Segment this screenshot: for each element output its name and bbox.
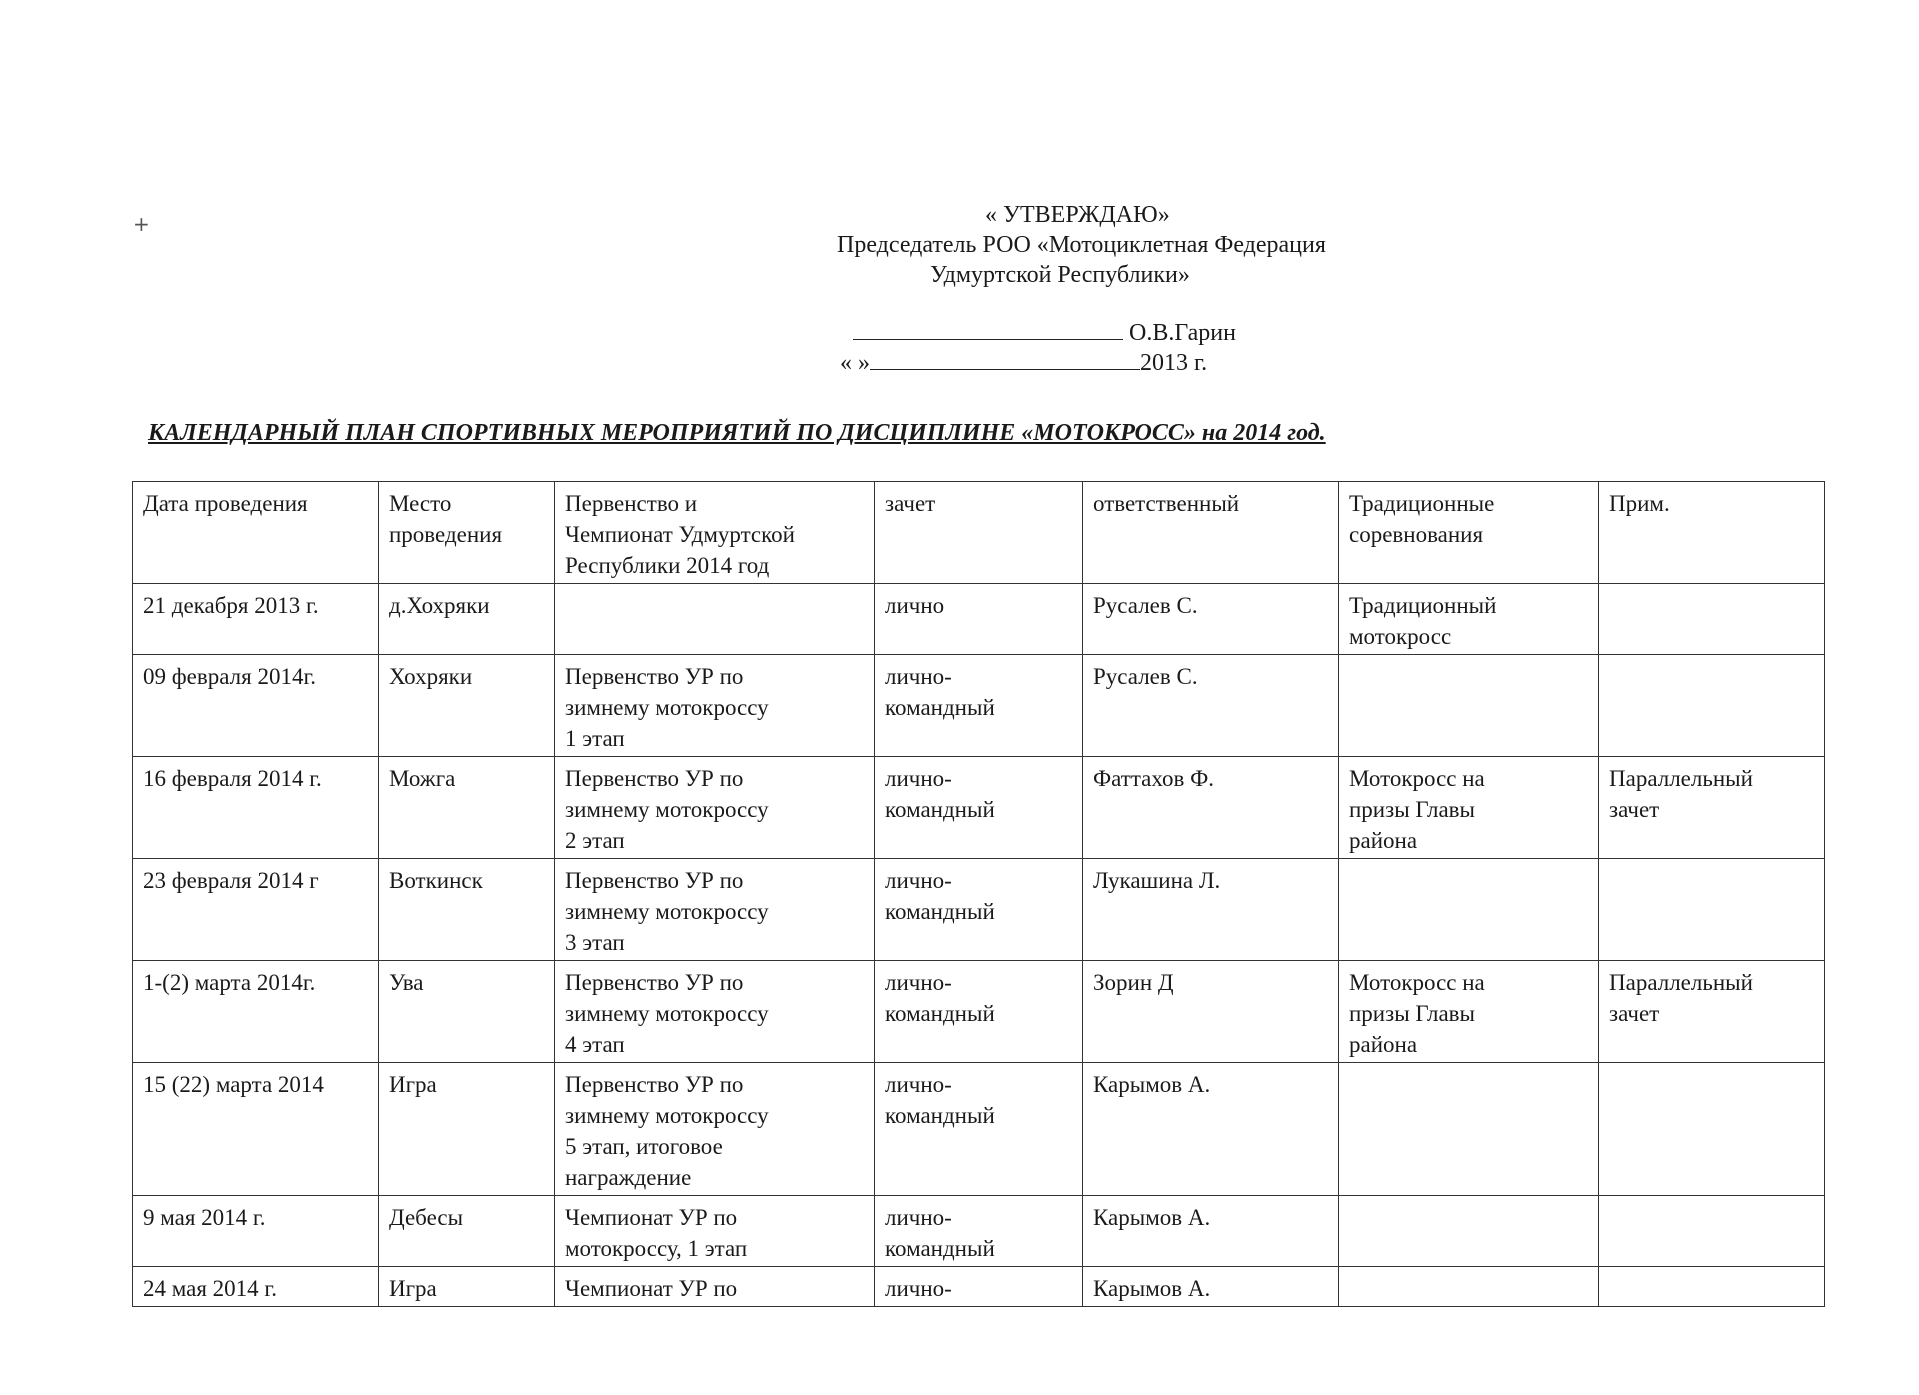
cell-location: Ува xyxy=(379,961,555,1063)
registration-mark-icon: + xyxy=(133,212,150,236)
cell-notes xyxy=(1599,1063,1825,1196)
cell-date: 09 февраля 2014г. xyxy=(133,655,379,757)
cell-date: 15 (22) марта 2014 xyxy=(133,1063,379,1196)
cell-scoring: лично- командный xyxy=(875,859,1083,961)
table-row xyxy=(133,757,1825,859)
cell-traditional xyxy=(1339,1267,1599,1307)
cell-location: д.Хохряки xyxy=(379,584,555,655)
cell-location: Воткинск xyxy=(379,859,555,961)
cell-date: 9 мая 2014 г. xyxy=(133,1196,379,1267)
cell-notes: Параллельный зачет xyxy=(1599,757,1825,859)
header-location: Место проведения xyxy=(379,482,555,584)
cell-location: Дебесы xyxy=(379,1196,555,1267)
approval-date-line xyxy=(780,348,1420,378)
approval-block xyxy=(780,200,1420,378)
cell-championship: Первенство УР по зимнему мотокроссу 3 этап xyxy=(555,859,875,961)
cell-notes xyxy=(1599,1196,1825,1267)
approval-title: « УТВЕРЖДАЮ» xyxy=(985,202,1170,228)
signature-blank xyxy=(853,319,1123,340)
cell-scoring: лично- xyxy=(875,1267,1083,1307)
header-championship: Первенство и Чемпионат Удмуртской Республики 2014 год xyxy=(555,482,875,584)
cell-notes xyxy=(1599,655,1825,757)
cell-traditional xyxy=(1339,1196,1599,1267)
table-row xyxy=(133,1267,1825,1307)
cell-date: 24 мая 2014 г. xyxy=(133,1267,379,1307)
cell-responsible: Карымов А. xyxy=(1083,1267,1339,1307)
cell-date: 21 декабря 2013 г. xyxy=(133,584,379,655)
cell-date: 16 февраля 2014 г. xyxy=(133,757,379,859)
table-row xyxy=(133,655,1825,757)
header-scoring: зачет xyxy=(875,482,1083,584)
signature-line xyxy=(780,318,1420,348)
cell-notes xyxy=(1599,859,1825,961)
table-row xyxy=(133,1063,1825,1196)
cell-scoring: лично- командный xyxy=(875,655,1083,757)
table-header-row xyxy=(133,482,1825,584)
cell-championship: Первенство УР по зимнему мотокроссу 1 этап xyxy=(555,655,875,757)
cell-location: Можга xyxy=(379,757,555,859)
cell-traditional: Мотокросс на призы Главы района xyxy=(1339,757,1599,859)
header-responsible: ответственный xyxy=(1083,482,1339,584)
cell-responsible: Фаттахов Ф. xyxy=(1083,757,1339,859)
table-row xyxy=(133,961,1825,1063)
cell-responsible: Карымов А. xyxy=(1083,1063,1339,1196)
date-year: 2013 г. xyxy=(1140,350,1208,376)
cell-championship: Первенство УР по зимнему мотокроссу 4 этап xyxy=(555,961,875,1063)
cell-championship: Чемпионат УР по xyxy=(555,1267,875,1307)
cell-responsible: Русалев С. xyxy=(1083,584,1339,655)
header-traditional: Традиционные соревнования xyxy=(1339,482,1599,584)
cell-traditional: Традиционный мотокросс xyxy=(1339,584,1599,655)
cell-notes xyxy=(1599,1267,1825,1307)
cell-responsible: Карымов А. xyxy=(1083,1196,1339,1267)
date-quotes: « » xyxy=(840,350,870,376)
cell-traditional: Мотокросс на призы Главы района xyxy=(1339,961,1599,1063)
approval-organization: Удмуртской Республики» xyxy=(930,262,1190,288)
cell-championship: Первенство УР по зимнему мотокроссу 5 этап, итоговое награждение xyxy=(555,1063,875,1196)
header-date: Дата проведения xyxy=(133,482,379,584)
header-notes: Прим. xyxy=(1599,482,1825,584)
table-row xyxy=(133,859,1825,961)
cell-traditional xyxy=(1339,859,1599,961)
signer-name: О.В.Гарин xyxy=(1129,320,1236,346)
cell-scoring: лично xyxy=(875,584,1083,655)
table-row xyxy=(133,584,1825,655)
cell-notes: Параллельный зачет xyxy=(1599,961,1825,1063)
cell-location: Игра xyxy=(379,1063,555,1196)
cell-scoring: лично- командный xyxy=(875,961,1083,1063)
date-blank xyxy=(870,349,1140,370)
plan-title: КАЛЕНДАРНЫЙ ПЛАН СПОРТИВНЫХ МЕРОПРИЯТИЙ ПО ДИСЦИПЛИНЕ «МОТОКРОСС» на 2014 год. xyxy=(148,420,1326,446)
cell-responsible: Русалев С. xyxy=(1083,655,1339,757)
cell-traditional xyxy=(1339,655,1599,757)
cell-championship xyxy=(555,584,875,655)
cell-scoring: лично- командный xyxy=(875,1063,1083,1196)
cell-championship: Первенство УР по зимнему мотокроссу 2 этап xyxy=(555,757,875,859)
cell-location: Игра xyxy=(379,1267,555,1307)
cell-championship: Чемпионат УР по мотокроссу, 1 этап xyxy=(555,1196,875,1267)
cell-date: 23 февраля 2014 г xyxy=(133,859,379,961)
schedule-table xyxy=(132,481,1825,1307)
cell-traditional xyxy=(1339,1063,1599,1196)
cell-date: 1-(2) марта 2014г. xyxy=(133,961,379,1063)
approval-position: Председатель РОО «Мотоциклетная Федерация xyxy=(837,232,1326,258)
cell-location: Хохряки xyxy=(379,655,555,757)
cell-notes xyxy=(1599,584,1825,655)
cell-scoring: лично- командный xyxy=(875,1196,1083,1267)
cell-responsible: Зорин Д xyxy=(1083,961,1339,1063)
table-row xyxy=(133,1196,1825,1267)
cell-responsible: Лукашина Л. xyxy=(1083,859,1339,961)
cell-scoring: лично- командный xyxy=(875,757,1083,859)
